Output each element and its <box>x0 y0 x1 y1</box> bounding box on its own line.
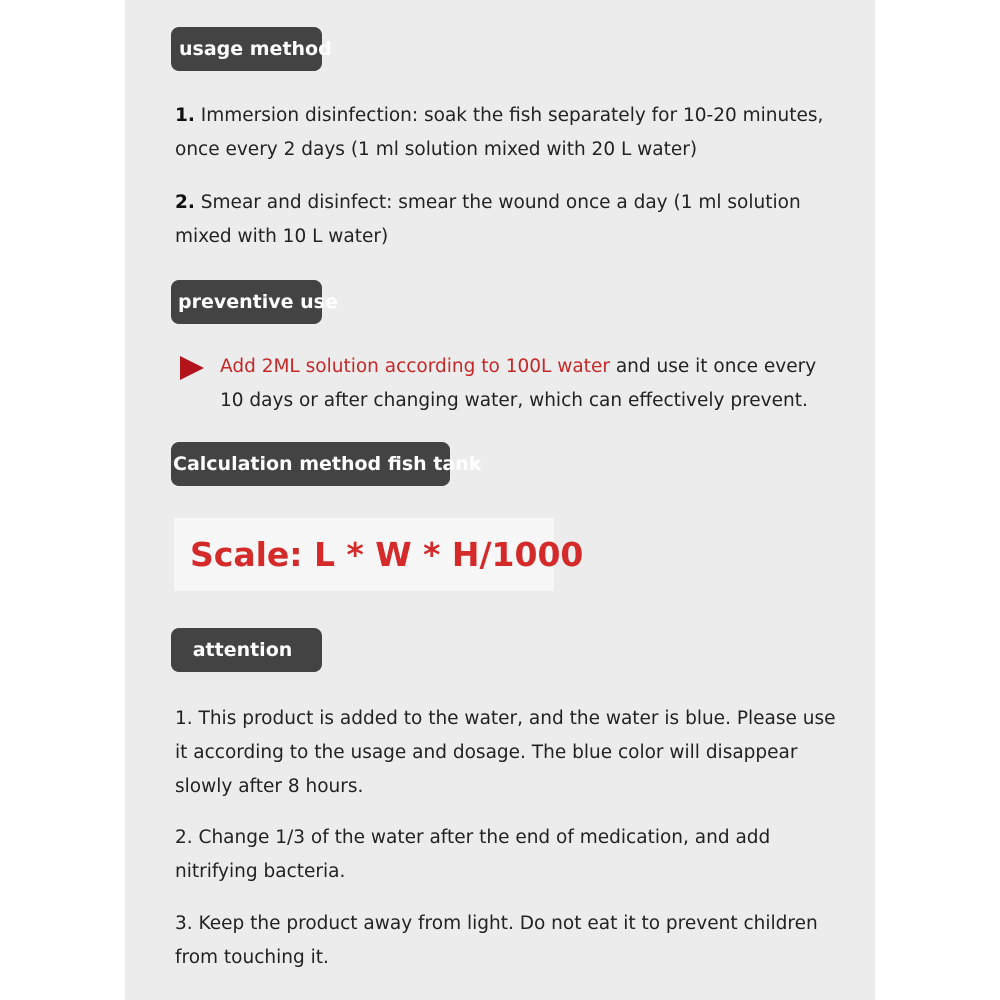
usage-item-2 <box>175 186 840 254</box>
usage-item-2-text: Smear and disinfect: smear the wound once a day (1 ml solution mixed with 10 L water) <box>175 192 801 247</box>
scale-formula-box <box>174 518 584 591</box>
preventive-rest: and use it once every 10 days or after changing water, which can effectively prevent. <box>220 356 817 411</box>
usage-item-1 <box>175 99 840 167</box>
usage-item-1-text: Immersion disinfection: soak the fish separately for 10-20 minutes, once every 2 days (1 ml solution mixed with 20 L water) <box>175 105 824 160</box>
attention-item-2: 2. Change 1/3 of the water after the end of medication, and add nitrifying bacteria. <box>175 827 771 882</box>
attention-item-1: 1. This product is added to the water, and the water is blue. Please use it according to the usage and dosage. The blue color will disappear slowly after 8 hours. <box>175 708 836 797</box>
attention-item-3: 3. Keep the product away from light. Do not eat it to prevent children from touching it. <box>175 913 818 968</box>
scale-formula: Scale: L * W * H/1000 <box>190 535 584 574</box>
usage-item-1-number: 1. <box>175 105 195 126</box>
preventive-highlight: Add 2ML solution according to 100L water <box>220 356 610 377</box>
calculation-method-label: Calculation method fish tank <box>171 442 450 486</box>
attention-label: attention <box>171 628 322 672</box>
preventive-text <box>220 350 835 418</box>
usage-item-2-number: 2. <box>175 192 195 213</box>
preventive-use-label: preventive use <box>171 280 322 324</box>
usage-method-label: usage method <box>171 27 322 71</box>
triangle-bullet-icon <box>180 356 204 380</box>
